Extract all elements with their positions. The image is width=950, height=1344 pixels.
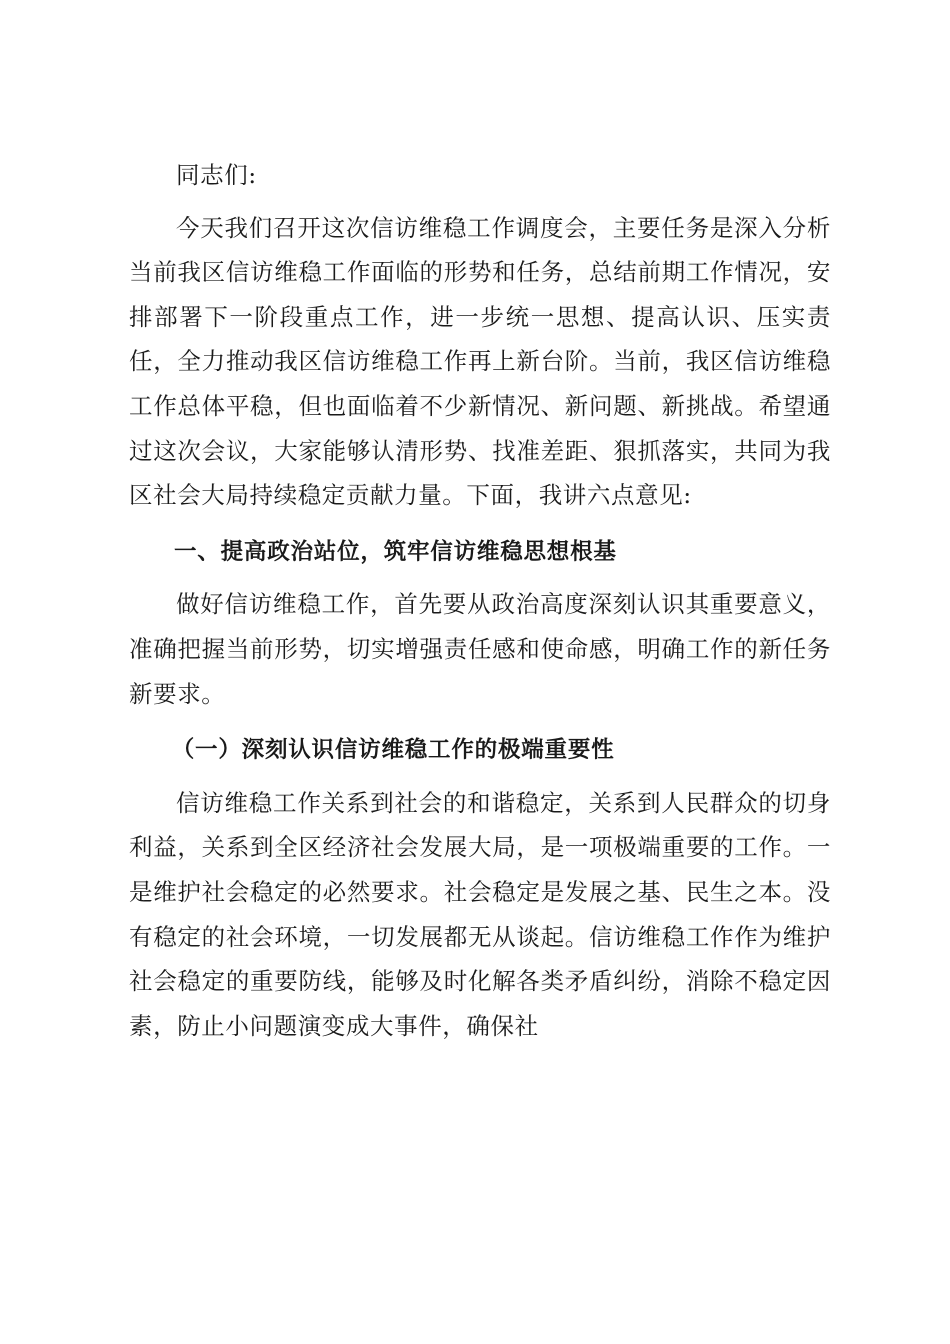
salutation: 同志们: xyxy=(176,161,257,189)
intro-paragraph: 今天我们召开这次信访维稳工作调度会，主要任务是深入分析当前我区信访维稳工作面临的形势和任务，总结前期工作情况，安排部署下一阶段重点工作，进一步统一思想、提高认识、压实责任，全力推动我区信访维稳工作再上新台阶。当前，我区信访维稳工作总体平稳，但也面临着不少新情况、新问题、新挑战。希望通过这次会议，大家能够认清形势、找准差距、狠抓落实，共同为我区社会大局持续稳定贡献力量。下面，我讲六点意见: xyxy=(129,213,831,510)
section-heading-1: 一、提高政治站位，筑牢信访维稳思想根基 xyxy=(174,538,617,565)
subsection-heading-1: （一）深刻认识信访维稳工作的极端重要性 xyxy=(171,737,615,764)
section-1-paragraph: 做好信访维稳工作，首先要从政治高度深刻认识其重要意义，准确把握当前形势，切实增强责任感和使命感，明确工作的新任务新要求。 xyxy=(129,590,831,708)
document-body xyxy=(129,153,831,1048)
subsection-1-paragraph: 信访维稳工作关系到社会的和谐稳定，关系到人民群众的切身利益，关系到全区经济社会发展大局，是一项极端重要的工作。一是维护社会稳定的必然要求。社会稳定是发展之基、民生之本。没有稳定的社会环境，一切发展都无从谈起。信访维稳工作作为维护社会稳定的重要防线，能够及时化解各类矛盾纠纷，消除不稳定因素，防止小问题演变成大事件，确保社 xyxy=(129,788,831,1040)
